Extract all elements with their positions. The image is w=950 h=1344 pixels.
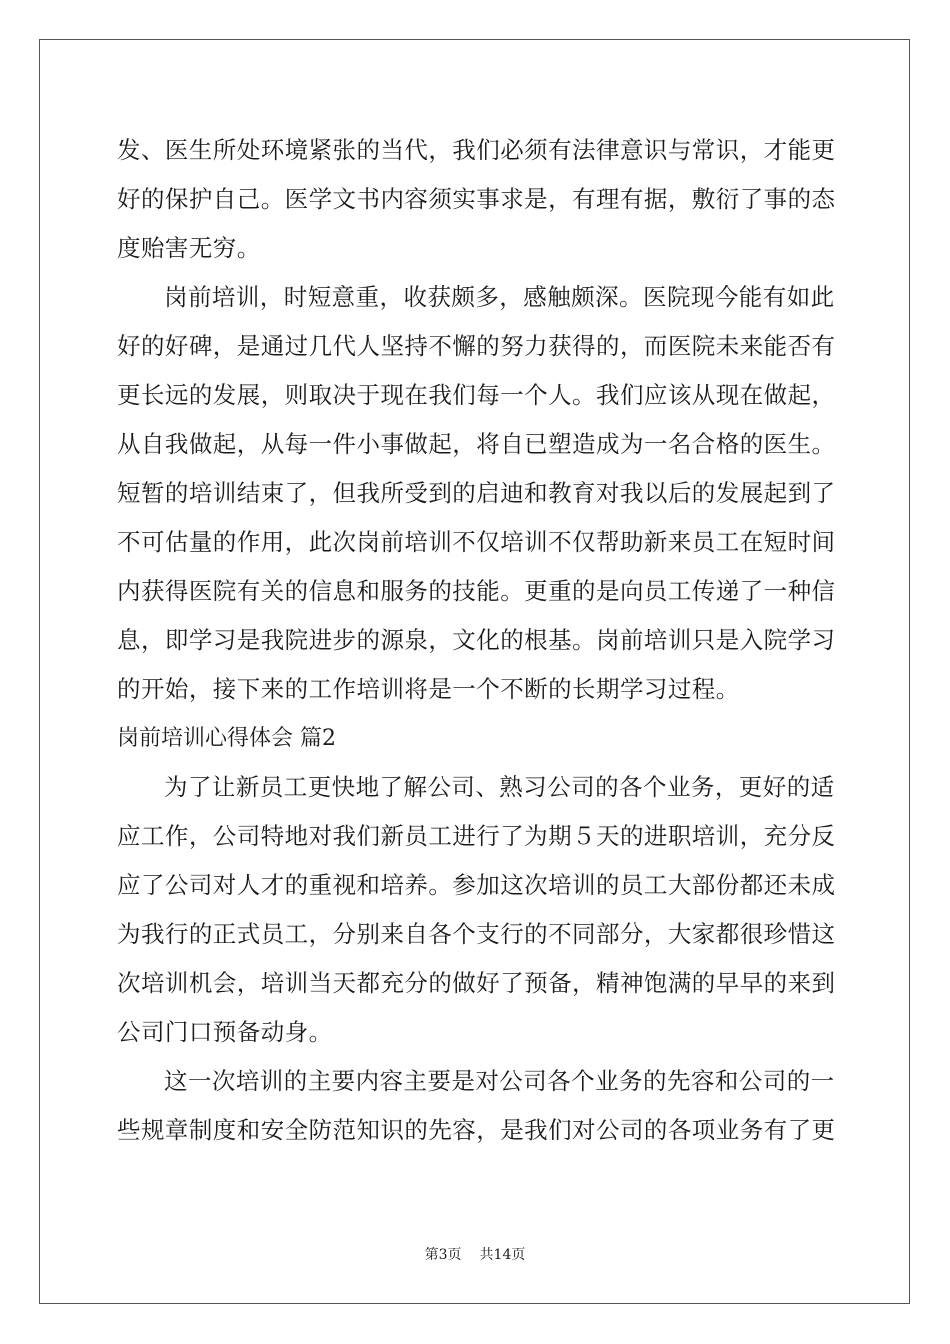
text-line: 次培训机会，培训当天都充分的做好了预备，精神饱满的早早的来到 [117, 969, 836, 997]
text-line: 为我行的正式员工，分别来自各个支行的不同部分，大家都很珍惜这 [117, 920, 836, 948]
text-line: 些规章制度和安全防范知识的先容，是我们对公司的各项业务有了更 [117, 1116, 836, 1144]
text-line: 应工作，公司特地对我们新员工进行了为期５天的进职培训，充分反 [117, 822, 836, 850]
text-line: 这一次培训的主要内容主要是对公司各个业务的先容和公司的一 [164, 1067, 835, 1095]
text-line: 息，即学习是我院进步的源泉，文化的根基。岗前培训只是入院学习 [117, 626, 836, 654]
text-line: 应了公司对人才的重视和培养。参加这次培训的员工大部份都还未成 [117, 871, 836, 899]
section-heading: 岗前培训心得体会 篇2 [117, 726, 336, 751]
text-line: 短暂的培训结束了，但我所受到的启迪和教育对我以后的发展起到了 [117, 479, 836, 507]
text-line: 不可估量的作用，此次岗前培训不仅培训不仅帮助新来员工在短时间 [117, 528, 836, 556]
text-line: 好的好碑，是通过几代人坚持不懈的努力获得的，而医院未来能否有 [117, 332, 836, 360]
text-line: 公司门口预备动身。 [117, 1018, 333, 1046]
text-line: 的开始，接下来的工作培训将是一个不断的长期学习过程。 [117, 675, 740, 703]
text-line: 好的保护自己。医学文书内容须实事求是，有理有据，敷衍了事的态 [117, 185, 836, 213]
text-line: 发、医生所处环境紧张的当代，我们必须有法律意识与常识，才能更 [117, 136, 836, 164]
page-number: 第3页 [424, 1247, 462, 1263]
text-line: 度贻害无穷。 [117, 234, 261, 262]
page-total: 共14页 [479, 1247, 526, 1263]
text-line: 为了让新员工更快地了解公司、熟习公司的各个业务，更好的适 [164, 773, 835, 801]
text-line: 更长远的发展，则取决于现在我们每一个人。我们应该从现在做起， [117, 381, 836, 409]
text-line: 岗前培训，时短意重，收获颇多，感触颇深。医院现今能有如此 [164, 283, 835, 311]
text-line: 从自我做起，从每一件小事做起，将自已塑造成为一名合格的医生。 [117, 430, 836, 458]
page-footer [0, 1244, 950, 1264]
document-body [117, 126, 836, 1155]
text-line: 内获得医院有关的信息和服务的技能。更重的是向员工传递了一种信 [117, 577, 836, 605]
